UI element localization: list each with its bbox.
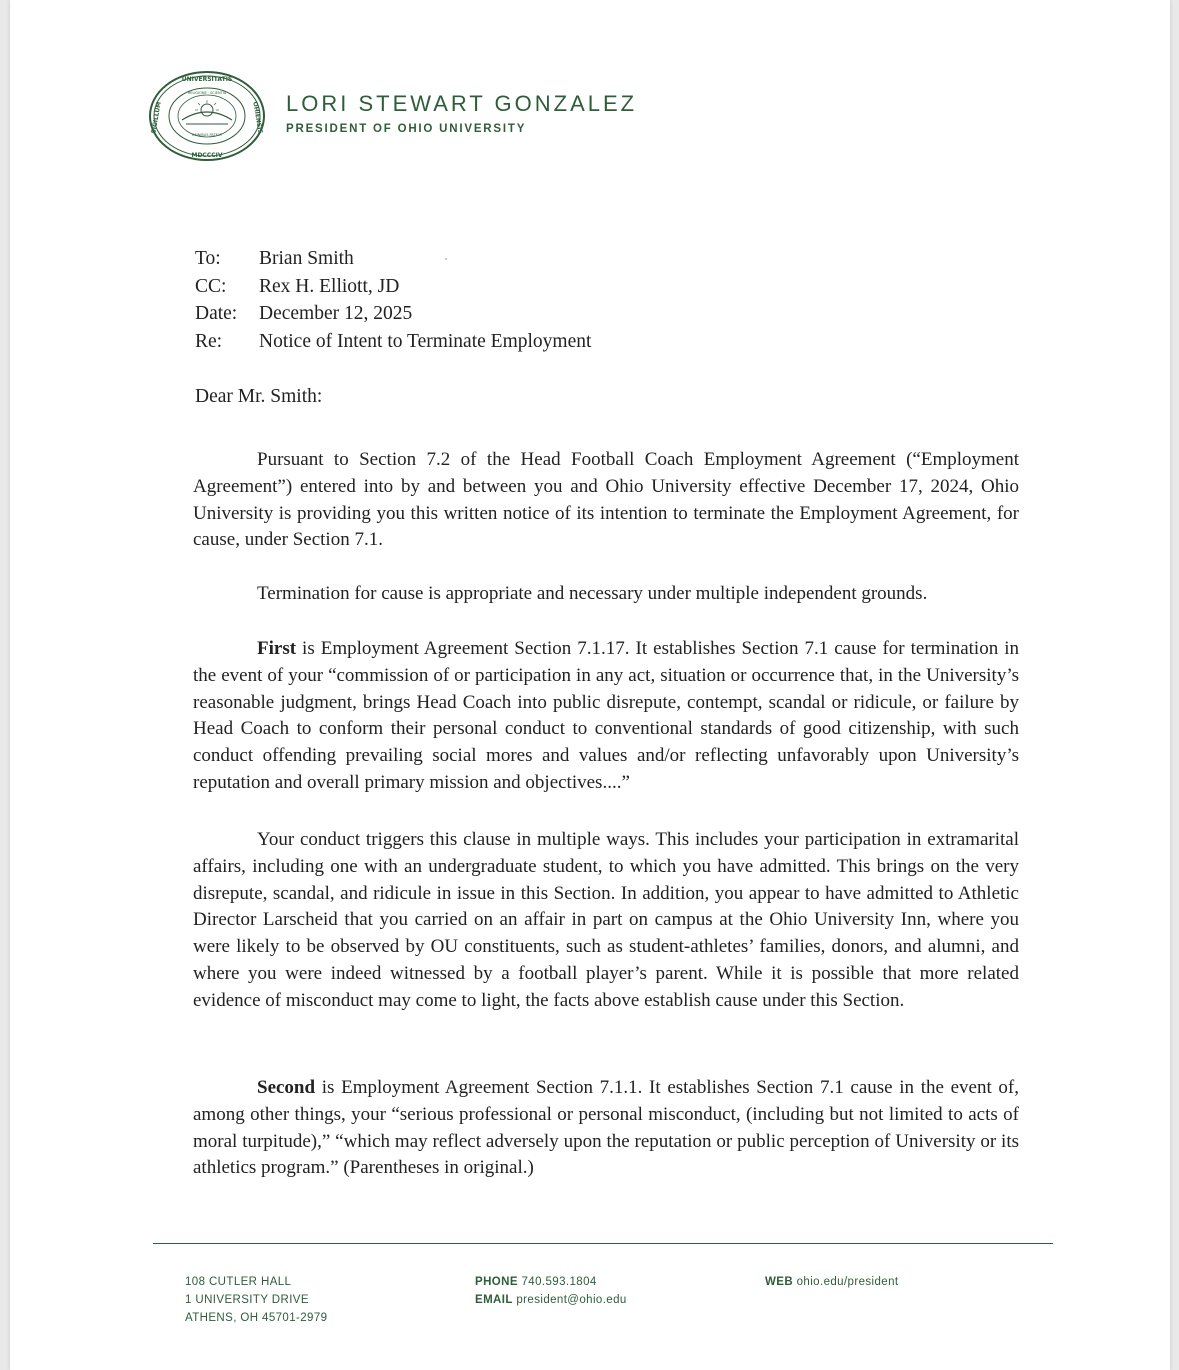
memo-re-label: Re: (195, 330, 223, 352)
address-line: 108 CUTLER HALL (185, 1276, 292, 1288)
letter-page (10, 0, 1170, 1370)
memo-date-value: December 12, 2025 (259, 303, 413, 324)
footer-email (475, 1291, 627, 1309)
paragraph-conduct: Your conduct triggers this clause in multiple ways. This includes your participation in extramarital affairs, including one with an undergraduate student, to which you have admitted. This brings on the very disrepute, scandal, and ridicule in issue in this Section. In addition, you appear to have admitted to Athletic Director Larscheid that you carried on an affair in part on campus at the Ohio University Inn, where you were likely to be observed by OU constituents, such as student-athletes’ families, donors, and alumni, and where you were indeed witnessed by a football player’s parent. While it is possible that more related evidence of misconduct may come to light, the facts above establish cause under this Section. (193, 829, 1019, 1011)
svg-text:SIGILLUM: SIGILLUM (150, 101, 163, 135)
memo-to-row (195, 248, 591, 276)
phone-label: PHONE (475, 1276, 518, 1288)
memo-cc-row (195, 276, 591, 304)
footer-address (185, 1273, 327, 1327)
address-line: 1 UNIVERSITY DRIVE (185, 1294, 309, 1306)
svg-text:OMNIBUS PATEAT: OMNIBUS PATEAT (191, 133, 223, 137)
footer-divider (153, 1243, 1053, 1244)
memo-to-label: To: (195, 248, 221, 269)
paragraph-second-ground (193, 1075, 1019, 1182)
paragraph-first-ground (193, 636, 1019, 797)
email-label: EMAIL (475, 1294, 513, 1306)
footer-web (765, 1273, 898, 1291)
paragraph-grounds: Termination for cause is appropriate and necessary under multiple independent grounds. (257, 583, 928, 604)
svg-text:RELIGIONE · SCIENTIA: RELIGIONE · SCIENTIA (187, 91, 227, 95)
footer-contact (475, 1273, 627, 1309)
web-label: WEB (765, 1276, 794, 1288)
memo-date-row (195, 303, 591, 331)
memo-header (195, 248, 591, 358)
email-link[interactable]: president@ohio.edu (516, 1294, 627, 1306)
paragraph-notice: Pursuant to Section 7.2 of the Head Football Coach Employment Agreement (“Employment Agreement”) entered into by and between you and Ohio University effective December 17, 2024, Ohio University is providing you this written notice of its intention to terminate the Employment Agreement, for cause, under Section 7.1. (193, 449, 1019, 551)
memo-date-label: Date: (195, 303, 238, 324)
address-line: ATHENS, OH 45701-2979 (185, 1312, 328, 1324)
memo-cc-value: Rex H. Elliott, JD (259, 275, 400, 297)
memo-re-value: Notice of Intent to Terminate Employment (259, 330, 592, 352)
first-ground-heading: First (257, 638, 297, 659)
memo-re-row (195, 331, 591, 359)
salutation: Dear Mr. Smith: (195, 386, 323, 407)
second-ground-heading: Second (257, 1077, 316, 1098)
first-ground-text: is Employment Agreement Section 7.1.17. It establishes Section 7.1 cause for termination in the event of your “commission of or participation in any act, situation or occurrence that, in the University’s reasonable judgment, brings Head Coach into public disrepute, contempt, scandal or ridicule, or failure by Head Coach to conform their personal conduct to conventional standards of good citizenship, with such conduct offending prevailing social mores and values and/or reflecting unfavorably upon University’s reputation and overall primary mission and objectives....” (193, 638, 1019, 793)
web-link[interactable]: ohio.edu/president (796, 1276, 899, 1288)
second-ground-text: is Employment Agreement Section 7.1.1. It establishes Section 7.1 cause in the event of, among other things, your “serious professional or personal misconduct, (including but not limited to acts of moral turpitude),” “which may reflect adversely upon the reputation or public perception of University or its athletics program.” (Parentheses in original.) (193, 1077, 1019, 1179)
memo-to-value: Brian Smith (259, 248, 354, 269)
letterhead-title: PRESIDENT OF OHIO UNIVERSITY (286, 123, 527, 135)
svg-text:UNIVERSITATIS: UNIVERSITATIS (181, 76, 233, 83)
phone-value: 740.593.1804 (521, 1276, 597, 1288)
memo-cc-label: CC: (195, 275, 227, 297)
letterhead-name: LORI STEWART GONZALEZ (286, 91, 638, 116)
footer-phone (475, 1273, 627, 1291)
university-seal-icon (148, 70, 266, 162)
svg-text:OHIENSIS: OHIENSIS (251, 101, 264, 135)
svg-text:MDCCCIV: MDCCCIV (191, 152, 223, 159)
